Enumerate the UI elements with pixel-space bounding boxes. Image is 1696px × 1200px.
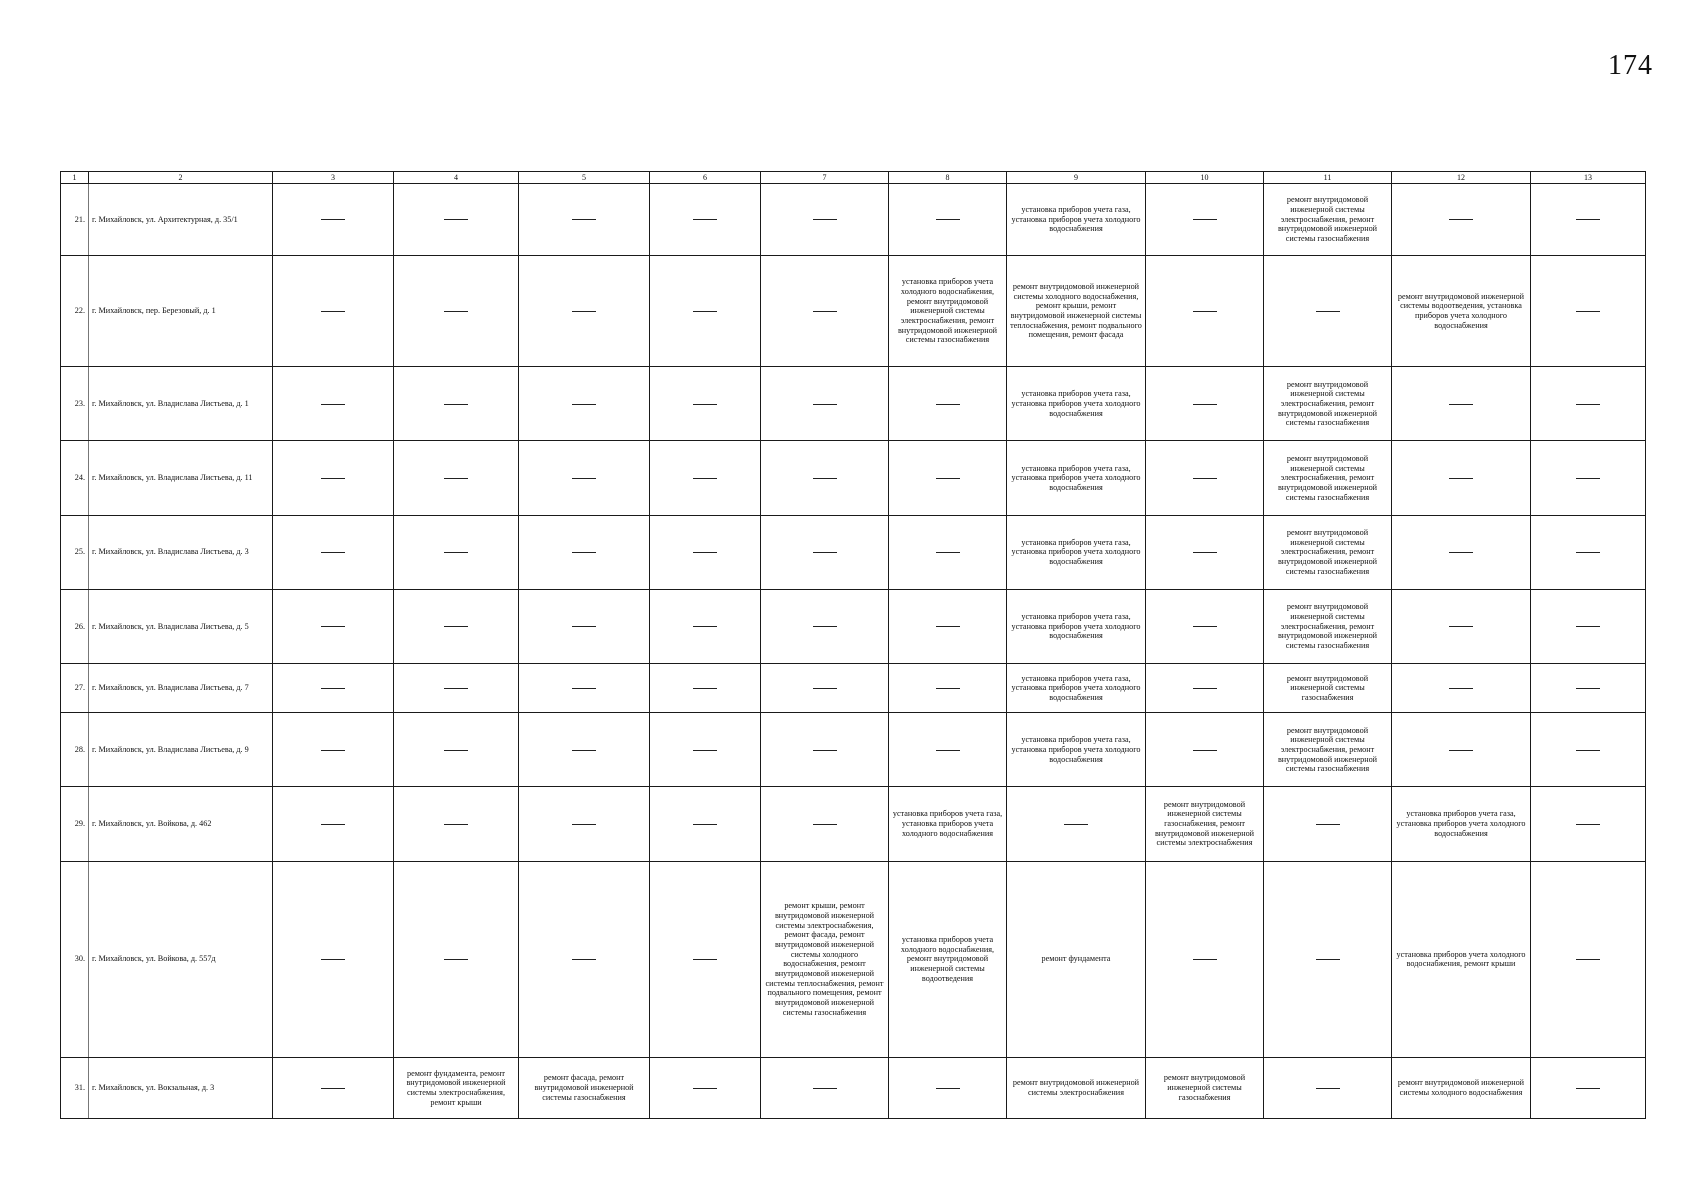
row-number: 27. [61,664,89,713]
header-cell-col-6: 6 [650,172,761,184]
address-cell: г. Михайловск, ул. Вокзальная, д. 3 [89,1057,273,1118]
page-number: 174 [1608,50,1653,81]
dash-mark [1576,626,1600,627]
work-cell-col-9: установка приборов учета газа, установка приборов учета холодного водоснабжения [1007,664,1146,713]
empty-cell [1531,664,1646,713]
empty-cell [1531,256,1646,367]
dash-mark [1576,311,1600,312]
empty-cell [1392,515,1531,589]
work-cell-col-11: ремонт внутридомовой инженерной системы газоснабжения [1264,664,1392,713]
empty-cell [273,1057,394,1118]
dash-mark [1576,404,1600,405]
dash-mark [693,688,717,689]
address-cell: г. Михайловск, ул. Войкова, д. 462 [89,787,273,861]
dash-mark [813,552,837,553]
work-cell-col-11: ремонт внутридомовой инженерной системы электроснабжения, ремонт внутридомовой инженерной системы газоснабжения [1264,589,1392,663]
dash-mark [1193,959,1217,960]
dash-mark [321,626,345,627]
dash-mark [321,219,345,220]
empty-cell [761,787,889,861]
dash-mark [936,219,960,220]
empty-cell [273,441,394,515]
dash-mark [693,478,717,479]
empty-cell [1392,713,1531,787]
dash-mark [444,552,468,553]
empty-cell [273,256,394,367]
dash-mark [1193,404,1217,405]
empty-cell [1392,664,1531,713]
dash-mark [1449,478,1473,479]
empty-cell [394,787,519,861]
header-cell-col-11: 11 [1264,172,1392,184]
dash-mark [321,404,345,405]
row-number: 31. [61,1057,89,1118]
work-cell-col-10: ремонт внутридомовой инженерной системы газоснабжения [1146,1057,1264,1118]
work-cell-col-9: установка приборов учета газа, установка приборов учета холодного водоснабжения [1007,713,1146,787]
empty-cell [1146,367,1264,441]
empty-cell [650,713,761,787]
work-cell-col-9: установка приборов учета газа, установка приборов учета холодного водоснабжения [1007,367,1146,441]
dash-mark [1449,626,1473,627]
table-row [61,713,1646,787]
table-row [61,664,1646,713]
dash-mark [321,959,345,960]
empty-cell [394,441,519,515]
address-cell: г. Михайловск, ул. Владислава Листьева, д. 1 [89,367,273,441]
dash-mark [936,688,960,689]
empty-cell [394,515,519,589]
dash-mark [1193,750,1217,751]
work-cell-col-4: ремонт фундамента, ремонт внутридомовой инженерной системы электроснабжения, ремонт крыши [394,1057,519,1118]
header-cell-col-9: 9 [1007,172,1146,184]
header-cell-col-7: 7 [761,172,889,184]
dash-mark [572,688,596,689]
dash-mark [936,552,960,553]
address-cell: г. Михайловск, ул. Владислава Листьева, д. 9 [89,713,273,787]
empty-cell [761,664,889,713]
empty-cell [1146,664,1264,713]
dash-mark [321,750,345,751]
dash-mark [813,626,837,627]
table-row [61,861,1646,1057]
empty-cell [1392,367,1531,441]
dash-mark [321,552,345,553]
row-number: 24. [61,441,89,515]
empty-cell [273,787,394,861]
dash-mark [572,478,596,479]
dash-mark [813,478,837,479]
dash-mark [693,824,717,825]
empty-cell [761,713,889,787]
table-row [61,1057,1646,1118]
dash-mark [693,1088,717,1089]
empty-cell [1146,256,1264,367]
header-cell-col-4: 4 [394,172,519,184]
dash-mark [1193,626,1217,627]
header-cell-col-13: 13 [1531,172,1646,184]
row-number: 23. [61,367,89,441]
dash-mark [1193,219,1217,220]
empty-cell [1007,787,1146,861]
empty-cell [1264,1057,1392,1118]
empty-cell [1531,184,1646,256]
empty-cell [273,184,394,256]
row-number: 28. [61,713,89,787]
dash-mark [813,311,837,312]
dash-mark [813,404,837,405]
capital-repair-table [60,171,1646,1119]
dash-mark [572,219,596,220]
dash-mark [1316,959,1340,960]
empty-cell [519,515,650,589]
header-row [61,172,1646,184]
empty-cell [650,184,761,256]
empty-cell [761,184,889,256]
empty-cell [889,367,1007,441]
dash-mark [693,750,717,751]
empty-cell [889,713,1007,787]
dash-mark [1576,1088,1600,1089]
address-cell: г. Михайловск, ул. Владислава Листьева, д. 11 [89,441,273,515]
work-cell-col-9: установка приборов учета газа, установка приборов учета холодного водоснабжения [1007,589,1146,663]
dash-mark [321,311,345,312]
empty-cell [1531,515,1646,589]
header-cell-col-2: 2 [89,172,273,184]
dash-mark [321,1088,345,1089]
work-cell-col-9: установка приборов учета газа, установка приборов учета холодного водоснабжения [1007,441,1146,515]
dash-mark [444,959,468,960]
empty-cell [394,184,519,256]
empty-cell [650,256,761,367]
dash-mark [936,404,960,405]
work-cell-col-10: ремонт внутридомовой инженерной системы газоснабжения, ремонт внутридомовой инженерной системы электроснабжения [1146,787,1264,861]
empty-cell [519,861,650,1057]
empty-cell [394,664,519,713]
row-number: 26. [61,589,89,663]
header-cell-col-8: 8 [889,172,1007,184]
address-cell: г. Михайловск, ул. Войкова, д. 557д [89,861,273,1057]
dash-mark [1576,750,1600,751]
dash-mark [1064,824,1088,825]
empty-cell [273,861,394,1057]
table-row [61,184,1646,256]
work-cell-col-11: ремонт внутридомовой инженерной системы электроснабжения, ремонт внутридомовой инженерной системы газоснабжения [1264,184,1392,256]
empty-cell [650,441,761,515]
empty-cell [650,1057,761,1118]
table-row [61,515,1646,589]
empty-cell [1146,861,1264,1057]
empty-cell [889,515,1007,589]
empty-cell [519,664,650,713]
empty-cell [761,1057,889,1118]
empty-cell [650,861,761,1057]
empty-cell [889,184,1007,256]
dash-mark [444,688,468,689]
dash-mark [572,824,596,825]
table-row [61,256,1646,367]
dash-mark [321,824,345,825]
dash-mark [1576,824,1600,825]
work-cell-col-8: установка приборов учета газа, установка приборов учета холодного водоснабжения [889,787,1007,861]
dash-mark [813,219,837,220]
dash-mark [321,478,345,479]
dash-mark [936,750,960,751]
dash-mark [572,404,596,405]
empty-cell [650,367,761,441]
address-cell: г. Михайловск, ул. Архитектурная, д. 35/1 [89,184,273,256]
empty-cell [394,589,519,663]
row-number: 30. [61,861,89,1057]
dash-mark [444,219,468,220]
dash-mark [1576,688,1600,689]
empty-cell [1392,589,1531,663]
table-row [61,441,1646,515]
dash-mark [1576,219,1600,220]
empty-cell [650,664,761,713]
dash-mark [693,552,717,553]
table-row [61,589,1646,663]
table-row [61,787,1646,861]
dash-mark [1193,478,1217,479]
work-cell-col-9: установка приборов учета газа, установка приборов учета холодного водоснабжения [1007,184,1146,256]
empty-cell [519,367,650,441]
dash-mark [813,824,837,825]
empty-cell [1531,367,1646,441]
header-cell-col-5: 5 [519,172,650,184]
dash-mark [572,626,596,627]
dash-mark [693,626,717,627]
empty-cell [650,589,761,663]
dash-mark [1576,959,1600,960]
empty-cell [1392,441,1531,515]
header-cell-col-10: 10 [1146,172,1264,184]
empty-cell [519,713,650,787]
empty-cell [761,589,889,663]
row-number: 29. [61,787,89,861]
empty-cell [1531,1057,1646,1118]
empty-cell [1264,861,1392,1057]
empty-cell [650,515,761,589]
empty-cell [394,367,519,441]
address-cell: г. Михайловск, пер. Березовый, д. 1 [89,256,273,367]
dash-mark [1193,311,1217,312]
empty-cell [519,589,650,663]
empty-cell [889,664,1007,713]
row-number: 22. [61,256,89,367]
work-cell-col-5: ремонт фасада, ремонт внутридомовой инженерной системы газоснабжения [519,1057,650,1118]
empty-cell [1531,441,1646,515]
dash-mark [1316,311,1340,312]
work-cell-col-9: установка приборов учета газа, установка приборов учета холодного водоснабжения [1007,515,1146,589]
empty-cell [1531,589,1646,663]
dash-mark [693,404,717,405]
dash-mark [936,1088,960,1089]
dash-mark [1449,552,1473,553]
empty-cell [761,367,889,441]
address-cell: г. Михайловск, ул. Владислава Листьева, д. 5 [89,589,273,663]
dash-mark [444,626,468,627]
empty-cell [394,256,519,367]
empty-cell [1392,184,1531,256]
empty-cell [1146,589,1264,663]
dash-mark [1449,750,1473,751]
empty-cell [273,367,394,441]
dash-mark [1316,824,1340,825]
work-cell-col-11: ремонт внутридомовой инженерной системы электроснабжения, ремонт внутридомовой инженерной системы газоснабжения [1264,713,1392,787]
dash-mark [1449,404,1473,405]
dash-mark [936,626,960,627]
work-cell-col-11: ремонт внутридомовой инженерной системы электроснабжения, ремонт внутридомовой инженерной системы газоснабжения [1264,441,1392,515]
work-cell-col-12: ремонт внутридомовой инженерной системы водоотведения, установка приборов учета холодного водоснабжения [1392,256,1531,367]
dash-mark [1576,552,1600,553]
dash-mark [1193,688,1217,689]
work-cell-col-11: ремонт внутридомовой инженерной системы электроснабжения, ремонт внутридомовой инженерной системы газоснабжения [1264,367,1392,441]
dash-mark [693,311,717,312]
empty-cell [761,256,889,367]
empty-cell [650,787,761,861]
dash-mark [444,311,468,312]
address-cell: г. Михайловск, ул. Владислава Листьева, д. 7 [89,664,273,713]
empty-cell [1146,515,1264,589]
empty-cell [394,713,519,787]
dash-mark [444,478,468,479]
empty-cell [519,256,650,367]
dash-mark [572,552,596,553]
empty-cell [273,713,394,787]
empty-cell [273,515,394,589]
header-cell-col-1: 1 [61,172,89,184]
dash-mark [444,824,468,825]
dash-mark [693,959,717,960]
row-number: 21. [61,184,89,256]
work-cell-col-12: установка приборов учета холодного водоснабжения, ремонт крыши [1392,861,1531,1057]
dash-mark [1449,219,1473,220]
dash-mark [444,750,468,751]
dash-mark [813,750,837,751]
empty-cell [1264,256,1392,367]
empty-cell [519,787,650,861]
empty-cell [1264,787,1392,861]
empty-cell [1146,713,1264,787]
header-cell-col-3: 3 [273,172,394,184]
empty-cell [889,441,1007,515]
table-row [61,367,1646,441]
dash-mark [813,1088,837,1089]
empty-cell [394,861,519,1057]
dash-mark [813,688,837,689]
empty-cell [1146,184,1264,256]
empty-cell [1531,861,1646,1057]
empty-cell [889,1057,1007,1118]
dash-mark [693,219,717,220]
empty-cell [1531,713,1646,787]
dash-mark [1316,1088,1340,1089]
empty-cell [1531,787,1646,861]
empty-cell [1146,441,1264,515]
dash-mark [572,311,596,312]
work-cell-col-12: установка приборов учета газа, установка приборов учета холодного водоснабжения [1392,787,1531,861]
empty-cell [761,515,889,589]
empty-cell [889,589,1007,663]
header-cell-col-12: 12 [1392,172,1531,184]
work-cell-col-8: установка приборов учета холодного водоснабжения, ремонт внутридомовой инженерной системы электроснабжения, ремонт внутридомовой инженерной системы газоснабжения [889,256,1007,367]
work-cell-col-9: ремонт внутридомовой инженерной системы электроснабжения [1007,1057,1146,1118]
empty-cell [761,441,889,515]
dash-mark [936,478,960,479]
dash-mark [1576,478,1600,479]
work-cell-col-8: установка приборов учета холодного водоснабжения, ремонт внутридомовой инженерной системы водоотведения [889,861,1007,1057]
dash-mark [572,750,596,751]
dash-mark [321,688,345,689]
work-cell-col-12: ремонт внутридомовой инженерной системы холодного водоснабжения [1392,1057,1531,1118]
work-cell-col-11: ремонт внутридомовой инженерной системы электроснабжения, ремонт внутридомовой инженерной системы газоснабжения [1264,515,1392,589]
dash-mark [444,404,468,405]
work-cell-col-9: ремонт внутридомовой инженерной системы холодного водоснабжения, ремонт крыши, ремонт внутридомовой инженерной системы теплоснабжения, ремонт подвального помещения, ремонт фасада [1007,256,1146,367]
work-cell-col-9: ремонт фундамента [1007,861,1146,1057]
empty-cell [519,441,650,515]
dash-mark [1449,688,1473,689]
address-cell: г. Михайловск, ул. Владислава Листьева, д. 3 [89,515,273,589]
dash-mark [572,959,596,960]
dash-mark [1193,552,1217,553]
empty-cell [273,664,394,713]
empty-cell [519,184,650,256]
empty-cell [273,589,394,663]
row-number: 25. [61,515,89,589]
work-cell-col-7: ремонт крыши, ремонт внутридомовой инженерной системы электроснабжения, ремонт фасада, ремонт внутридомовой инженерной системы холодного водоснабжения, ремонт внутридомовой инженерной системы теплоснабжения, ремонт подвального помещения, ремонт внутридомовой инженерной системы газоснабжения [761,861,889,1057]
